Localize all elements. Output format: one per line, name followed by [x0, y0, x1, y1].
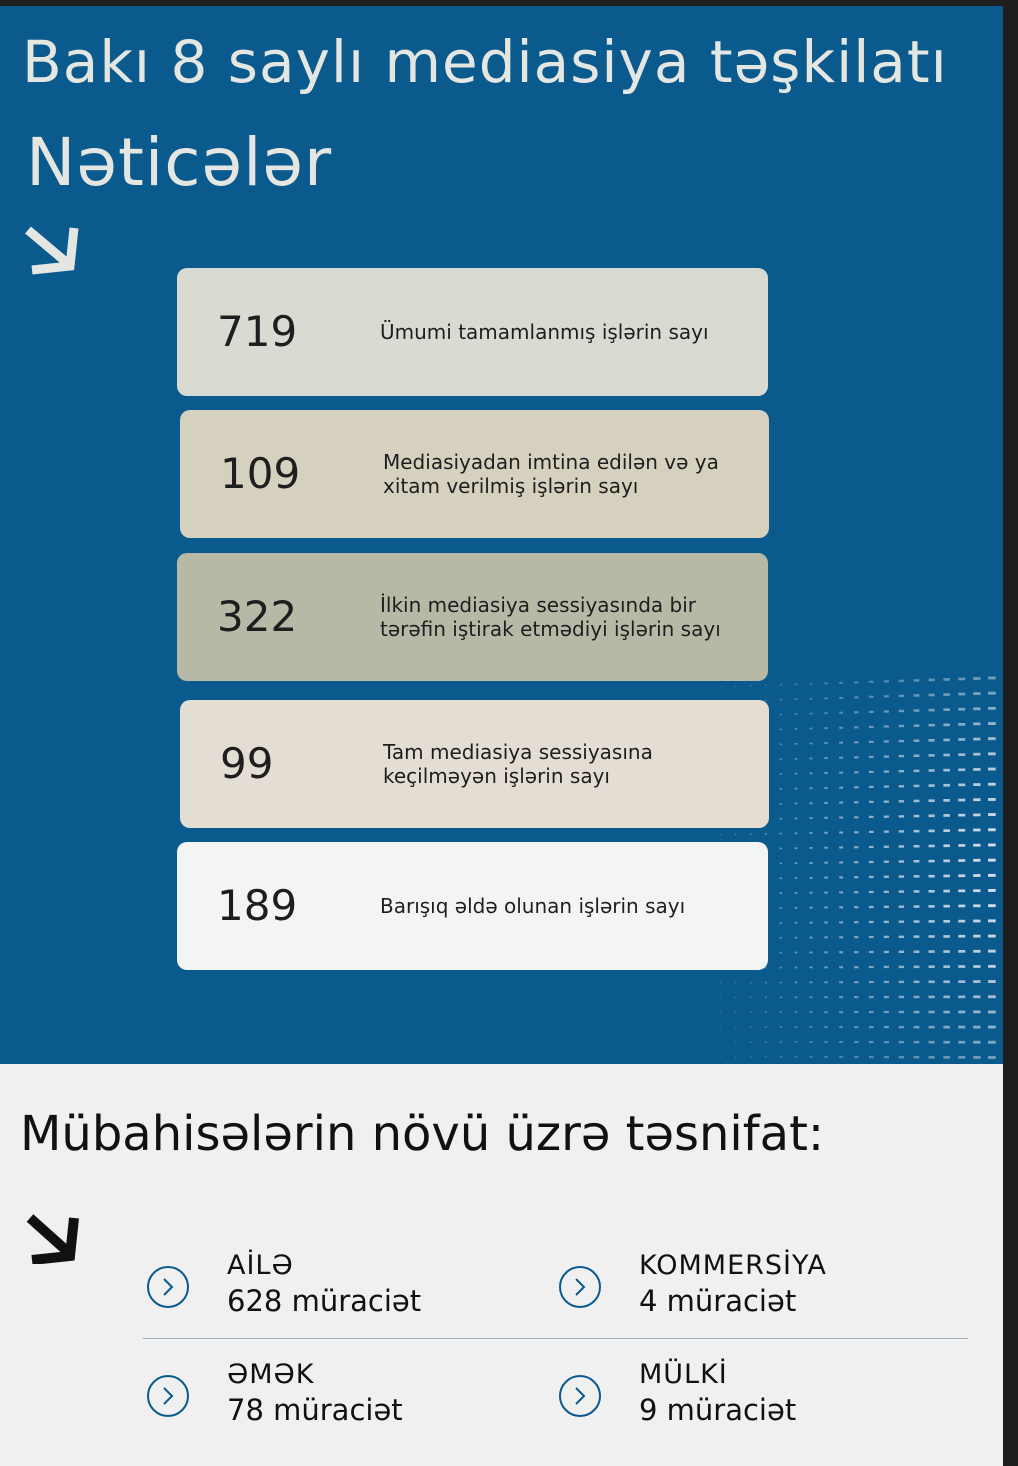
result-label: İlkin mediasiya sessiyasında bir tərəfin iştirak etmədiyi işlərin sayı: [380, 593, 721, 641]
result-value: 719: [217, 307, 298, 356]
results-section: [0, 6, 1003, 1064]
chevron-right-circle-icon[interactable]: [559, 1266, 601, 1308]
category-name: MÜLKİ: [639, 1359, 728, 1390]
result-card: [177, 268, 768, 396]
category-civil[interactable]: [559, 1359, 939, 1439]
infographic-page: [0, 6, 1003, 1466]
category-count: 9 müraciət: [639, 1393, 797, 1427]
arrow-down-right-icon: [26, 1210, 80, 1264]
result-value: 109: [220, 449, 301, 498]
arrow-down-right-icon: [22, 218, 80, 276]
category-labor[interactable]: [147, 1359, 527, 1439]
section-subtitle: Nəticələr: [26, 124, 333, 201]
page-title: Bakı 8 saylı mediasiya təşkilatı: [22, 28, 948, 96]
result-card: [180, 410, 769, 538]
category-count: 4 müraciət: [639, 1284, 797, 1318]
classification-title: Mübahisələrin növü üzrə təsnifat:: [20, 1106, 825, 1162]
category-name: AİLƏ: [227, 1250, 294, 1281]
category-name: ƏMƏK: [227, 1359, 315, 1390]
result-value: 99: [220, 739, 274, 788]
result-card: [177, 842, 768, 970]
result-label: Mediasiyadan imtina edilən və ya xitam verilmiş işlərin sayı: [383, 450, 719, 498]
result-label: Ümumi tamamlanmış işlərin sayı: [380, 320, 709, 344]
result-value: 322: [217, 592, 298, 641]
result-value: 189: [217, 881, 298, 930]
chevron-right-circle-icon[interactable]: [559, 1375, 601, 1417]
result-label: Tam mediasiya sessiyasına keçilməyən işlərin sayı: [383, 740, 653, 788]
chevron-right-circle-icon[interactable]: [147, 1266, 189, 1308]
category-family[interactable]: [147, 1250, 527, 1330]
chevron-right-circle-icon[interactable]: [147, 1375, 189, 1417]
result-card: [180, 700, 769, 828]
category-commercial[interactable]: [559, 1250, 939, 1330]
category-count: 628 müraciət: [227, 1284, 422, 1318]
divider: [143, 1338, 968, 1339]
result-label: Barışıq əldə olunan işlərin sayı: [380, 894, 686, 918]
category-name: KOMMERSİYA: [639, 1250, 827, 1281]
category-count: 78 müraciət: [227, 1393, 403, 1427]
result-card: [177, 553, 768, 681]
